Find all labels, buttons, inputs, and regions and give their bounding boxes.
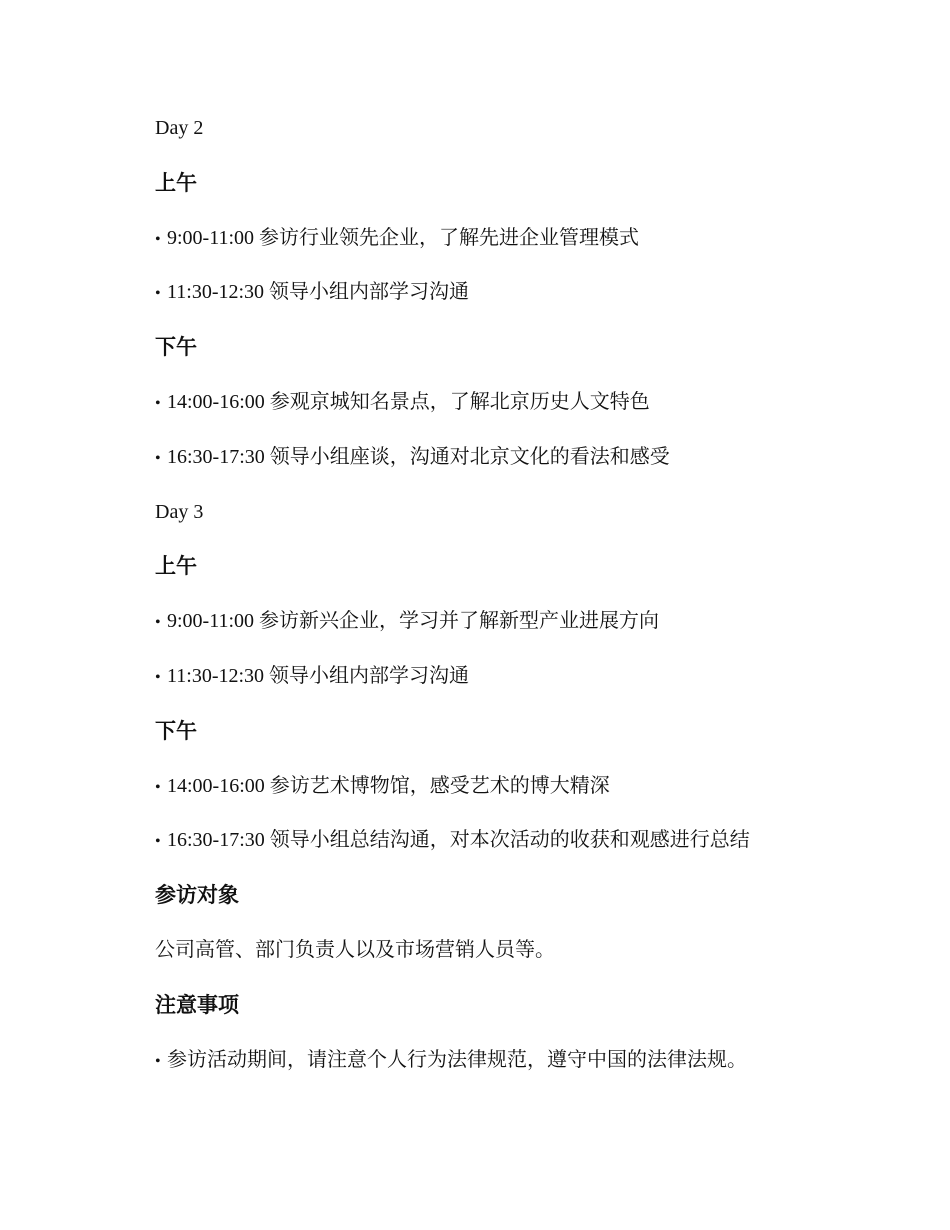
day-3-morning-label: 上午 xyxy=(155,554,197,579)
schedule-item xyxy=(155,382,875,437)
schedule-item-text: 9:00-11:00 参访新兴企业，学习并了解新型产业进展方向 xyxy=(167,610,660,633)
day-2-afternoon-label: 下午 xyxy=(155,335,197,360)
schedule-item-text: 14:00-16:00 参观京城知名景点，了解北京历史人文特色 xyxy=(167,390,650,413)
document-page xyxy=(155,108,875,1094)
participants-text: 公司高管、部门负责人以及市场营销人员等。 xyxy=(155,938,555,961)
schedule-item xyxy=(155,656,875,711)
bullet-icon: • xyxy=(155,833,161,851)
day-3-title: Day 3 xyxy=(155,500,204,523)
schedule-item xyxy=(155,766,875,821)
bullet-icon: • xyxy=(155,778,161,796)
schedule-item xyxy=(155,272,875,327)
schedule-item xyxy=(155,218,875,273)
bullet-icon: • xyxy=(155,394,161,412)
schedule-item xyxy=(155,601,875,656)
note-item-text: 参访活动期间，请注意个人行为法律规范，遵守中国的法律法规。 xyxy=(167,1048,747,1071)
schedule-item xyxy=(155,437,875,492)
schedule-item-text: 9:00-11:00 参访行业领先企业，了解先进企业管理模式 xyxy=(167,226,640,249)
bullet-icon: • xyxy=(155,449,161,467)
notes-heading: 注意事项 xyxy=(155,992,239,1017)
bullet-icon: • xyxy=(155,1052,161,1070)
schedule-item-text: 16:30-17:30 领导小组座谈，沟通对北京文化的看法和感受 xyxy=(167,445,670,468)
bullet-icon: • xyxy=(155,614,161,632)
schedule-item-text: 14:00-16:00 参访艺术博物馆，感受艺术的博大精深 xyxy=(167,774,610,797)
day-3-afternoon-label: 下午 xyxy=(155,718,197,743)
day-2-morning-label: 上午 xyxy=(155,170,197,195)
schedule-item xyxy=(155,820,875,875)
day-2-title: Day 2 xyxy=(155,117,204,139)
schedule-item-text: 16:30-17:30 领导小组总结沟通，对本次活动的收获和观感进行总结 xyxy=(167,829,750,852)
bullet-icon: • xyxy=(155,230,161,248)
schedule-item-text: 11:30-12:30 领导小组内部学习沟通 xyxy=(167,281,470,304)
bullet-icon: • xyxy=(155,668,161,686)
schedule-item-text: 11:30-12:30 领导小组内部学习沟通 xyxy=(167,664,470,687)
note-item xyxy=(155,1040,875,1095)
participants-heading: 参访对象 xyxy=(155,883,239,908)
bullet-icon: • xyxy=(155,285,161,303)
